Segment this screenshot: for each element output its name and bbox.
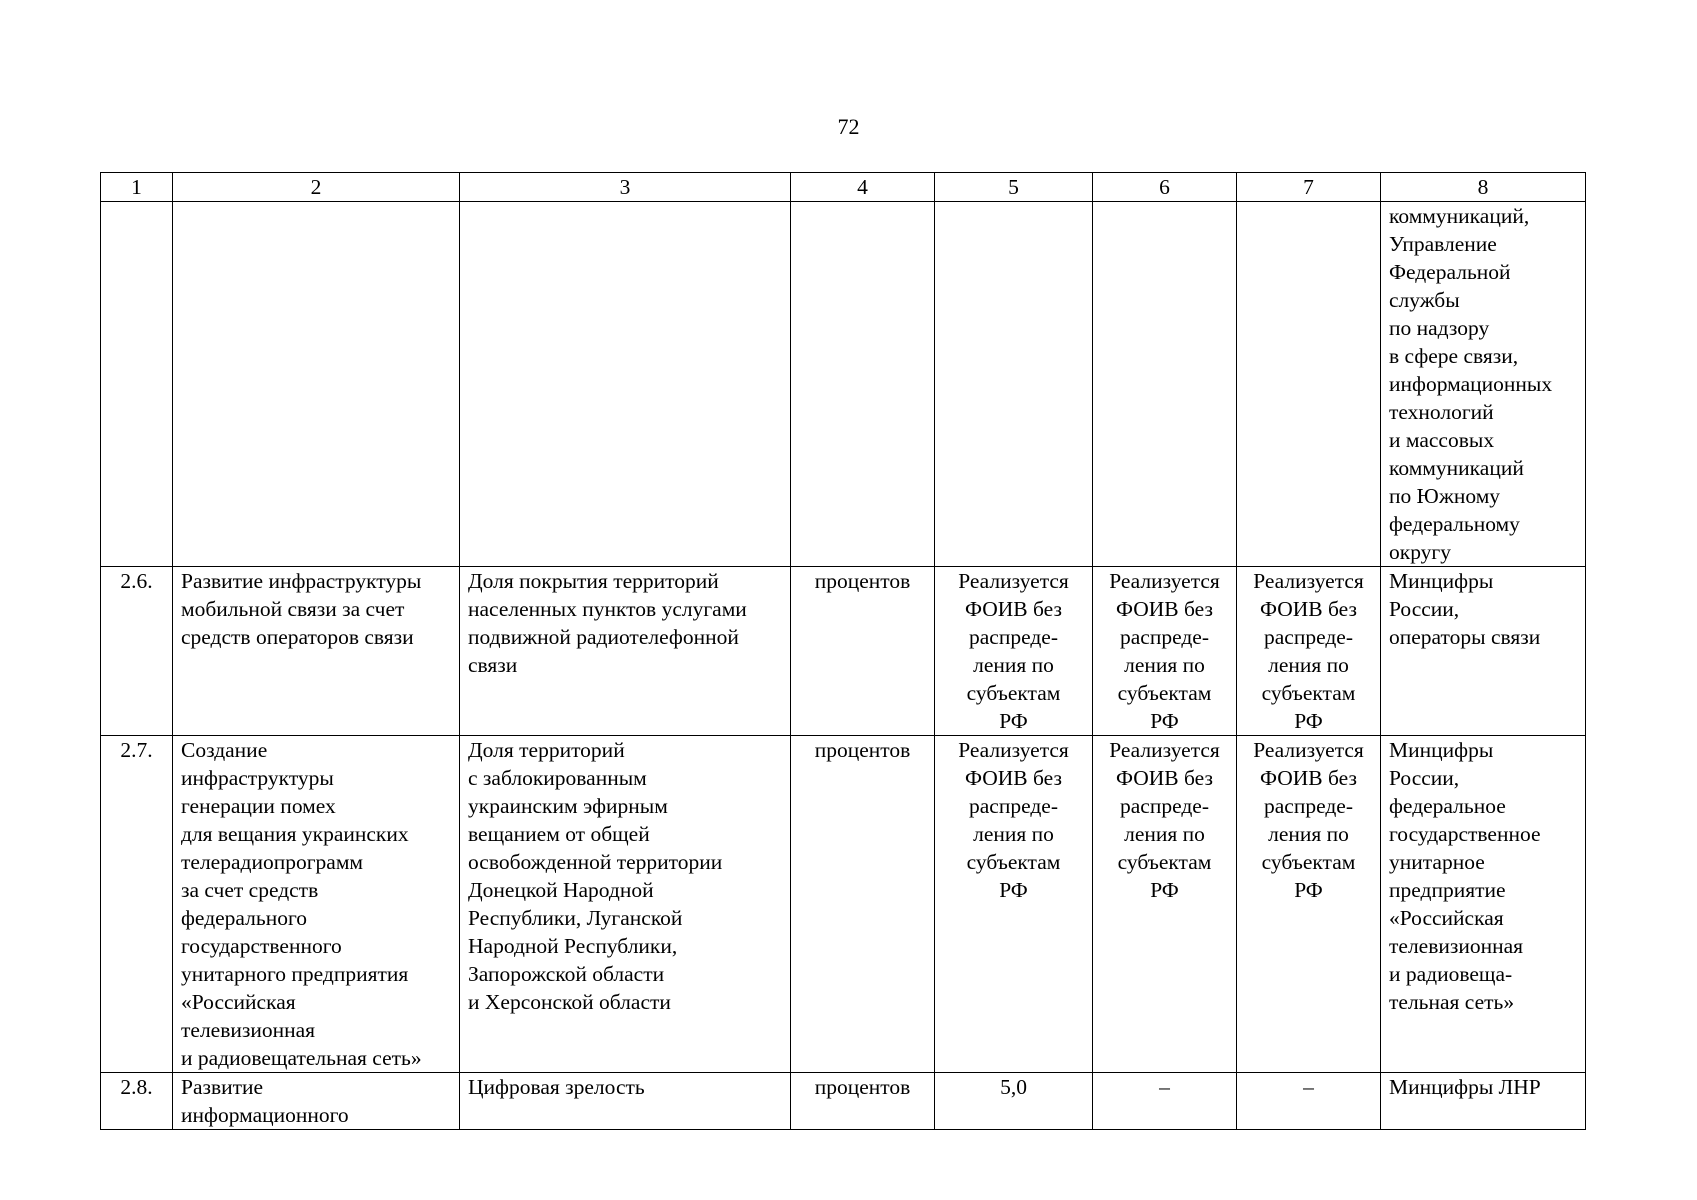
column-header: 1 (101, 173, 173, 202)
measure-name-cell: Создание инфраструктуры генерации помех для вещания украинских телерадиопрограмм за счет средств федерального государственного унитарного предприятия «Российская телевизионная и радиовещательная сеть» (173, 736, 460, 1073)
table-row (101, 1073, 1586, 1130)
unit-cell: процентов (791, 567, 935, 736)
responsible-cell: коммуникаций, Управление Федеральной службы по надзору в сфере связи, информационных технологий и массовых коммуникаций по Южному федеральному округу (1381, 202, 1586, 567)
responsible-cell: Минцифры ЛНР (1381, 1073, 1586, 1130)
unit-cell (791, 202, 935, 567)
responsible-cell: Минцифры России, федеральное государственное унитарное предприятие «Российская телевизионная и радиовеща- тельная сеть» (1381, 736, 1586, 1073)
table-row (101, 202, 1586, 567)
value-cell: 5,0 (935, 1073, 1093, 1130)
row-number-cell (101, 202, 173, 567)
column-header: 7 (1237, 173, 1381, 202)
column-header: 2 (173, 173, 460, 202)
measure-name-cell: Развитие инфраструктуры мобильной связи за счет средств операторов связи (173, 567, 460, 736)
value-cell: – (1237, 1073, 1381, 1130)
responsible-cell: Минцифры России, операторы связи (1381, 567, 1586, 736)
unit-cell: процентов (791, 736, 935, 1073)
row-number-cell: 2.7. (101, 736, 173, 1073)
value-cell: Реализуется ФОИВ без распреде- ления по субъектам РФ (935, 567, 1093, 736)
row-number-cell: 2.8. (101, 1073, 173, 1130)
table-row (101, 736, 1586, 1073)
table-row (101, 567, 1586, 736)
column-header: 6 (1093, 173, 1237, 202)
value-cell (935, 202, 1093, 567)
unit-cell: процентов (791, 1073, 935, 1130)
value-cell: Реализуется ФОИВ без распреде- ления по субъектам РФ (1093, 567, 1237, 736)
header-row (101, 173, 1586, 202)
value-cell (1237, 202, 1381, 567)
page-number: 72 (837, 114, 860, 139)
column-header: 4 (791, 173, 935, 202)
value-cell (1093, 202, 1237, 567)
value-cell: Реализуется ФОИВ без распреде- ления по субъектам РФ (1093, 736, 1237, 1073)
column-header: 3 (460, 173, 791, 202)
indicator-cell: Цифровая зрелость (460, 1073, 791, 1130)
row-number-cell: 2.6. (101, 567, 173, 736)
measure-name-cell: Развитие информационного (173, 1073, 460, 1130)
indicator-cell (460, 202, 791, 567)
indicators-table (100, 172, 1586, 1130)
value-cell: Реализуется ФОИВ без распреде- ления по субъектам РФ (1237, 736, 1381, 1073)
indicator-cell: Доля территорий с заблокированным украинским эфирным вещанием от общей освобожденной территории Донецкой Народной Республики, Луганской Народной Республики, Запорожской области и Херсонской области (460, 736, 791, 1073)
measure-name-cell (173, 202, 460, 567)
column-header: 8 (1381, 173, 1586, 202)
value-cell: – (1093, 1073, 1237, 1130)
indicator-cell: Доля покрытия территорий населенных пунктов услугами подвижной радиотелефонной связи (460, 567, 791, 736)
value-cell: Реализуется ФОИВ без распреде- ления по субъектам РФ (1237, 567, 1381, 736)
value-cell: Реализуется ФОИВ без распреде- ления по субъектам РФ (935, 736, 1093, 1073)
column-header: 5 (935, 173, 1093, 202)
